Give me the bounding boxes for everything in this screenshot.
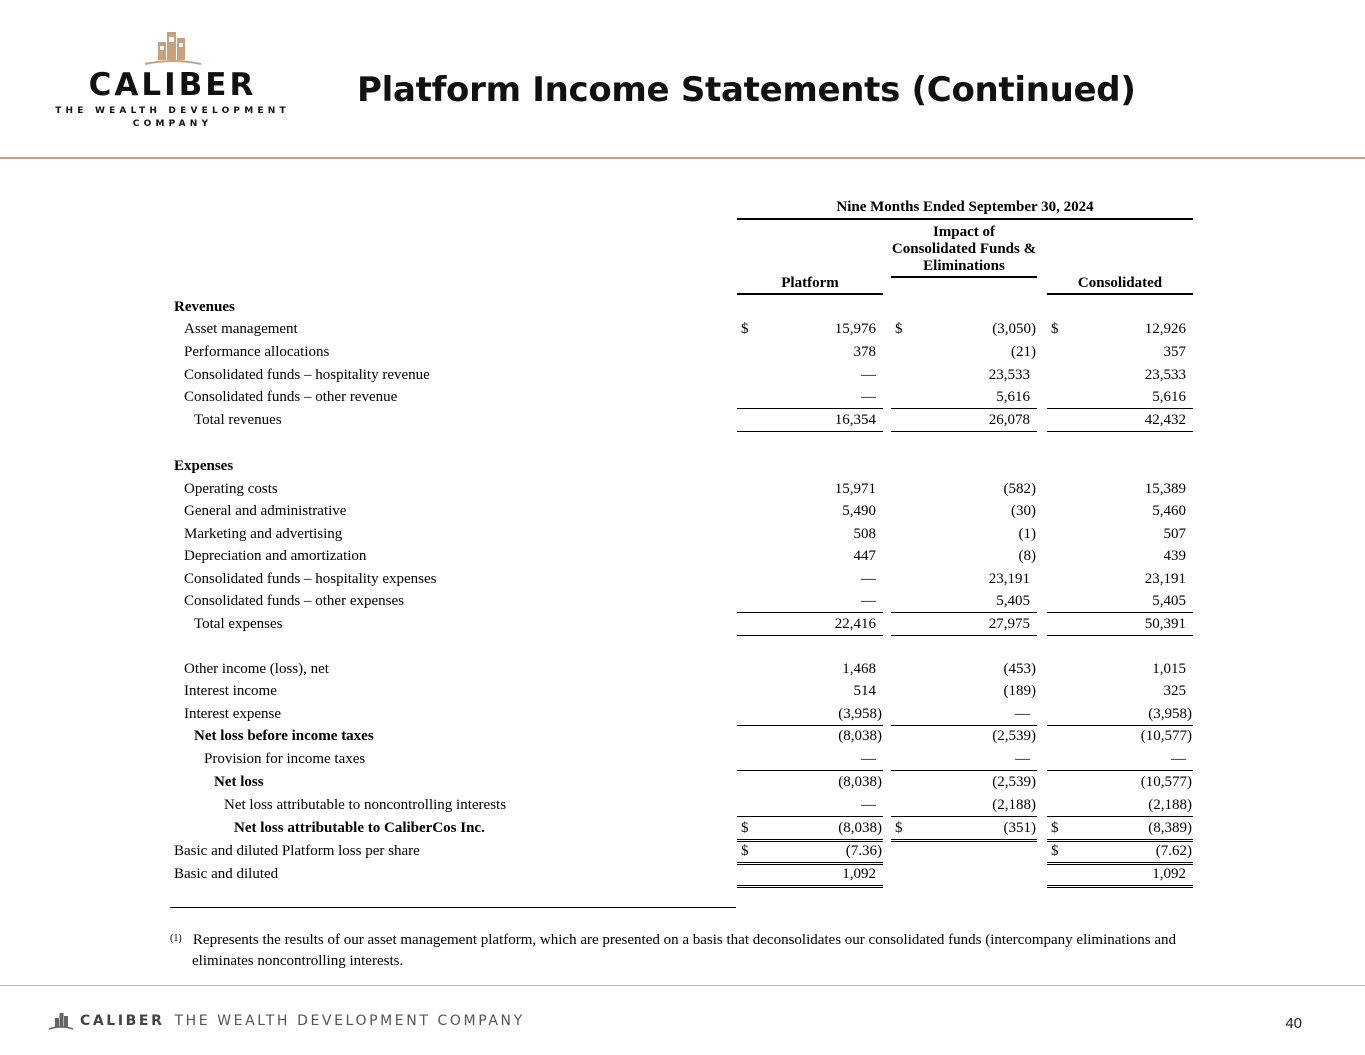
- footer-divider: [0, 985, 1365, 986]
- cell-value: 1,092: [1152, 866, 1186, 882]
- cell-value: (21): [1011, 344, 1036, 360]
- table-cell: [1047, 771, 1193, 793]
- building-icon: [141, 28, 205, 66]
- cell-value: —: [861, 797, 876, 813]
- table-cell: [891, 840, 1037, 862]
- cell-value: (453): [1003, 661, 1036, 677]
- table-cell: [1047, 840, 1193, 865]
- cell-value: —: [861, 367, 876, 383]
- row-label: Interest income: [184, 683, 277, 699]
- row-label: Consolidated funds – hospitality revenue: [184, 367, 430, 383]
- table-row: [0, 296, 1365, 318]
- table-row: [0, 703, 1365, 725]
- table-cell: [1047, 748, 1193, 771]
- table-cell: [737, 478, 883, 500]
- row-label: Total revenues: [194, 412, 282, 428]
- row-label: Basic and diluted Platform loss per share: [174, 843, 420, 859]
- table-row: [0, 455, 1365, 477]
- row-label: Interest expense: [184, 706, 282, 722]
- table-cell: [737, 386, 883, 409]
- cell-value: 12,926: [1144, 321, 1186, 337]
- table-cell: [891, 613, 1037, 636]
- table-row: [0, 613, 1365, 635]
- cell-value: —: [861, 571, 876, 587]
- cell-value: 325: [1163, 683, 1186, 699]
- currency-symbol: $: [895, 321, 903, 337]
- table-row: [0, 364, 1365, 386]
- table-cell: [737, 840, 883, 865]
- cell-value: —: [1015, 751, 1030, 767]
- table-row: [0, 840, 1365, 862]
- cell-value: (2,539): [992, 728, 1036, 744]
- row-label: Net loss attributable to noncontrolling interests: [224, 797, 507, 813]
- cell-value: —: [1171, 751, 1186, 767]
- table-cell: [737, 590, 883, 613]
- cell-value: 5,405: [1152, 593, 1186, 609]
- table-cell: [891, 409, 1037, 432]
- cell-value: (8,038): [838, 820, 882, 836]
- cell-value: (7.36): [845, 843, 882, 859]
- table-row: [0, 680, 1365, 702]
- footer-brand-name: CALIBER: [80, 1013, 165, 1029]
- cell-value: (8,038): [838, 774, 882, 790]
- table-cell: [891, 500, 1037, 522]
- cell-value: 514: [853, 683, 876, 699]
- column-header-consolidated: Consolidated: [1047, 275, 1193, 295]
- row-label: General and administrative: [184, 503, 347, 519]
- cell-value: 26,078: [988, 412, 1030, 428]
- table-row: [0, 590, 1365, 612]
- table-row: [0, 817, 1365, 839]
- cell-value: 447: [853, 548, 876, 564]
- building-icon: [48, 1012, 74, 1030]
- logo-wordmark: CALIBER: [88, 67, 257, 103]
- cell-value: 378: [853, 344, 876, 360]
- table-row: [0, 794, 1365, 816]
- table-cell: [737, 545, 883, 567]
- row-label: Revenues: [174, 299, 235, 315]
- table-cell: [737, 364, 883, 386]
- table-cell: [891, 478, 1037, 500]
- table-row: [0, 771, 1365, 793]
- table-cell: [891, 658, 1037, 680]
- cell-value: 5,460: [1152, 503, 1186, 519]
- cell-value: 16,354: [834, 412, 876, 428]
- cell-value: 5,490: [842, 503, 876, 519]
- table-cell: [891, 703, 1037, 726]
- cell-value: 508: [853, 526, 876, 542]
- cell-value: (8,038): [838, 728, 882, 744]
- cell-value: (10,577): [1140, 728, 1192, 744]
- table-cell: [891, 680, 1037, 702]
- table-cell: [891, 863, 1037, 885]
- cell-value: 357: [1163, 344, 1186, 360]
- cell-value: 23,533: [988, 367, 1030, 383]
- cell-value: (3,050): [992, 321, 1036, 337]
- period-header: Nine Months Ended September 30, 2024: [737, 199, 1193, 220]
- footer-brand: [48, 1012, 525, 1030]
- currency-symbol: $: [741, 321, 749, 337]
- table-cell: [1047, 523, 1193, 545]
- cell-value: 42,432: [1144, 412, 1186, 428]
- table-row: [0, 386, 1365, 408]
- cell-value: —: [861, 593, 876, 609]
- row-label: Depreciation and amortization: [184, 548, 367, 564]
- column-header-eliminations: Impact of Consolidated Funds & Eliminations: [891, 224, 1037, 278]
- table-cell: [891, 817, 1037, 842]
- logo-tagline: THE WEALTH DEVELOPMENT COMPANY: [55, 106, 290, 129]
- row-label: Expenses: [174, 458, 234, 474]
- currency-symbol: $: [741, 820, 749, 836]
- cell-value: —: [1015, 706, 1030, 722]
- footnote-divider: [170, 907, 736, 908]
- table-cell: [737, 568, 883, 590]
- table-cell: [891, 386, 1037, 409]
- table-row: [0, 409, 1365, 431]
- table-cell: [737, 771, 883, 793]
- table-cell: [1047, 318, 1193, 340]
- currency-symbol: $: [741, 843, 749, 859]
- table-row: [0, 863, 1365, 885]
- cell-value: 15,971: [834, 481, 876, 497]
- table-cell: [1047, 364, 1193, 386]
- table-row: [0, 500, 1365, 522]
- cell-value: 439: [1163, 548, 1186, 564]
- table-cell: [737, 863, 883, 888]
- table-cell: [737, 341, 883, 363]
- row-label: Consolidated funds – other revenue: [184, 389, 398, 405]
- cell-value: 1,015: [1152, 661, 1186, 677]
- table-row: [0, 568, 1365, 590]
- table-cell: [891, 545, 1037, 567]
- cell-value: (8,389): [1148, 820, 1192, 836]
- footer-tagline: THE WEALTH DEVELOPMENT COMPANY: [174, 1013, 525, 1029]
- table-cell: [737, 680, 883, 702]
- row-label: Other income (loss), net: [184, 661, 329, 677]
- table-row: [0, 658, 1365, 680]
- table-cell: [737, 658, 883, 680]
- cell-value: 5,616: [996, 389, 1030, 405]
- table-cell: [1047, 725, 1193, 747]
- table-cell: [737, 409, 883, 432]
- table-cell: [891, 771, 1037, 793]
- table-row: [0, 341, 1365, 363]
- row-label: Operating costs: [184, 481, 278, 497]
- page-title: Platform Income Statements (Continued): [357, 70, 1136, 110]
- column-header-platform: Platform: [737, 275, 883, 295]
- table-cell: [1047, 613, 1193, 636]
- cell-value: 507: [1163, 526, 1186, 542]
- table-cell: [737, 523, 883, 545]
- table-cell: [891, 318, 1037, 340]
- table-row: [0, 478, 1365, 500]
- cell-value: 23,533: [1144, 367, 1186, 383]
- row-label: Asset management: [184, 321, 298, 337]
- table-cell: [1047, 478, 1193, 500]
- cell-value: (30): [1011, 503, 1036, 519]
- cell-value: —: [861, 751, 876, 767]
- row-label: Marketing and advertising: [184, 526, 343, 542]
- table-row: [0, 523, 1365, 545]
- cell-value: 50,391: [1144, 616, 1186, 632]
- cell-value: (189): [1003, 683, 1036, 699]
- table-cell: [1047, 794, 1193, 817]
- cell-value: (7.62): [1155, 843, 1192, 859]
- cell-value: (351): [1003, 820, 1036, 836]
- table-row: [0, 725, 1365, 747]
- table-cell: [891, 341, 1037, 363]
- table-row: [0, 545, 1365, 567]
- table-cell: [737, 748, 883, 771]
- table-cell: [1047, 500, 1193, 522]
- cell-value: —: [861, 389, 876, 405]
- table-cell: [891, 748, 1037, 771]
- row-label: Consolidated funds – other expenses: [184, 593, 404, 609]
- table-cell: [737, 500, 883, 522]
- table-row: [0, 748, 1365, 770]
- table-cell: [1047, 817, 1193, 842]
- cell-value: (3,958): [838, 706, 882, 722]
- cell-value: 23,191: [988, 571, 1030, 587]
- cell-value: (1): [1018, 526, 1036, 542]
- table-cell: [891, 568, 1037, 590]
- cell-value: 1,092: [842, 866, 876, 882]
- page-number: 40: [1285, 1015, 1302, 1032]
- table-cell: [737, 703, 883, 726]
- cell-value: 5,616: [1152, 389, 1186, 405]
- cell-value: 23,191: [1144, 571, 1186, 587]
- table-cell: [737, 794, 883, 817]
- table-cell: [1047, 568, 1193, 590]
- table-cell: [891, 364, 1037, 386]
- footnote-marker: (1): [170, 933, 182, 944]
- table-cell: [891, 725, 1037, 747]
- currency-symbol: $: [1051, 843, 1059, 859]
- cell-value: 22,416: [834, 616, 876, 632]
- table-cell: [737, 613, 883, 636]
- table-cell: [1047, 658, 1193, 680]
- cell-value: 27,975: [988, 616, 1030, 632]
- row-label: Basic and diluted: [174, 866, 279, 882]
- table-cell: [1047, 341, 1193, 363]
- cell-value: 5,405: [996, 593, 1030, 609]
- cell-value: (2,188): [1148, 797, 1192, 813]
- table-row: [0, 318, 1365, 340]
- table-cell: [1047, 590, 1193, 613]
- table-cell: [1047, 863, 1193, 888]
- cell-value: 15,976: [834, 321, 876, 337]
- table-cell: [1047, 409, 1193, 432]
- table-cell: [737, 725, 883, 747]
- table-cell: [891, 523, 1037, 545]
- cell-value: (2,188): [992, 797, 1036, 813]
- cell-value: (10,577): [1140, 774, 1192, 790]
- header-divider: [0, 157, 1365, 159]
- row-label: Consolidated funds – hospitality expenses: [184, 571, 437, 587]
- table-cell: [737, 318, 883, 340]
- cell-value: (2,539): [992, 774, 1036, 790]
- cell-value: (3,958): [1148, 706, 1192, 722]
- table-cell: [737, 817, 883, 842]
- row-label: Net loss before income taxes: [194, 728, 374, 744]
- footnote: [170, 930, 1230, 972]
- row-label: Net loss attributable to CaliberCos Inc.: [234, 820, 485, 836]
- footnote-text: Represents the results of our asset management platform, which are presented on a basis that deconsolidates our consolidated funds (intercompany eliminations and eliminates noncontrolling interests.: [192, 932, 1176, 969]
- table-cell: [1047, 386, 1193, 409]
- table-cell: [891, 794, 1037, 817]
- row-label: Provision for income taxes: [204, 751, 366, 767]
- currency-symbol: $: [895, 820, 903, 836]
- table-cell: [1047, 703, 1193, 726]
- table-cell: [1047, 680, 1193, 702]
- currency-symbol: $: [1051, 321, 1059, 337]
- cell-value: (8): [1018, 548, 1036, 564]
- row-label: Performance allocations: [184, 344, 330, 360]
- cell-value: (582): [1003, 481, 1036, 497]
- table-cell: [891, 590, 1037, 613]
- cell-value: 1,468: [842, 661, 876, 677]
- table-cell: [1047, 545, 1193, 567]
- cell-value: 15,389: [1144, 481, 1186, 497]
- currency-symbol: $: [1051, 820, 1059, 836]
- company-logo: [50, 28, 295, 131]
- row-label: Net loss: [214, 774, 264, 790]
- row-label: Total expenses: [194, 616, 283, 632]
